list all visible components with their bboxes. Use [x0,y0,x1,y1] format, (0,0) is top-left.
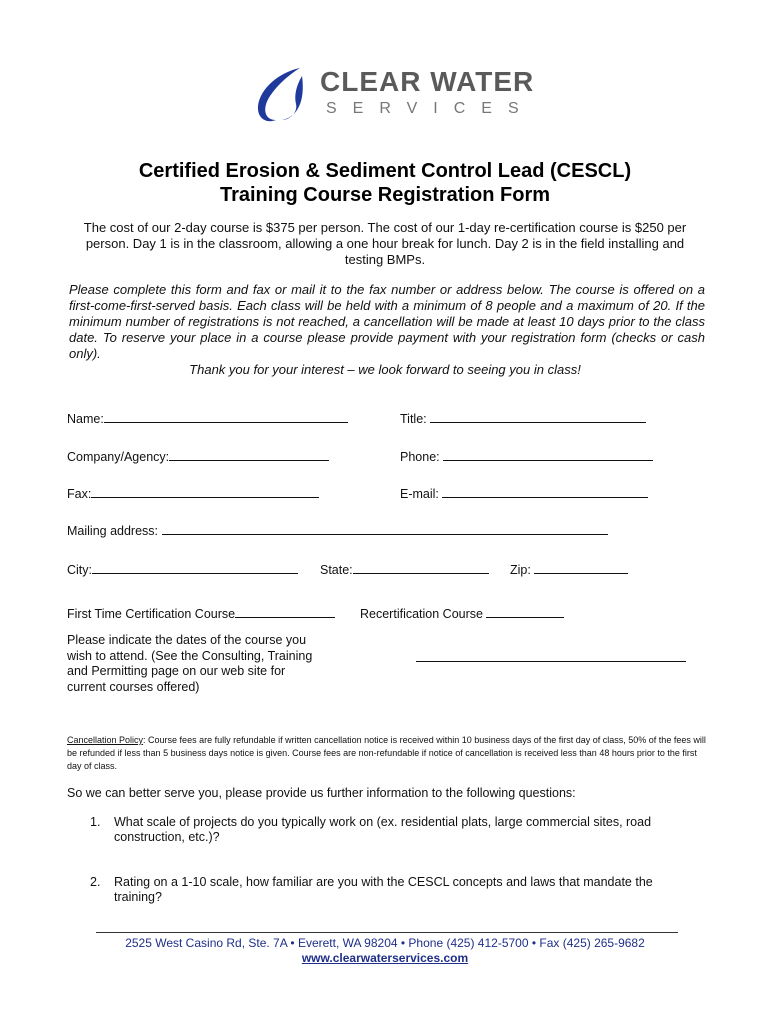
city-field[interactable] [67,561,298,577]
mailing-address-line[interactable] [162,522,608,535]
title-field[interactable] [400,410,646,426]
form-subtitle: Training Course Registration Form [219,184,551,206]
footer-website [0,951,770,965]
title-line[interactable] [430,410,646,423]
first-time-course-label: First Time Certification Course [67,607,236,621]
title-label: Title: [400,412,427,426]
email-field[interactable] [400,485,648,501]
course-cost-intro: The cost of our 2-day course is $375 per person. The cost of our 1-day re-certification course is $250 per person. Day 1 is in the classroom, allowing a one hour break for lunch. Day 2 is in the field installing and testing BMPs. [83,220,687,267]
fax-field[interactable] [67,485,319,501]
recert-course-field[interactable] [360,605,564,621]
mailing-address-label: Mailing address: [67,524,159,538]
phone-label: Phone: [400,450,440,464]
name-field[interactable] [67,410,348,426]
water-drop-logo-icon [250,62,314,126]
thanks-message: Thank you for your interest – we look forward to seeing you in class! [189,362,581,377]
question-1-text: What scale of projects do you typically work on (ex. residential plats, large commercial sites, road construction, etc.)? [114,815,652,844]
cancellation-policy [67,734,707,773]
phone-field[interactable] [400,448,653,464]
name-label: Name: [67,412,104,426]
state-field[interactable] [320,561,489,577]
website-link[interactable]: www.clearwaterservices.com [301,951,469,965]
name-line[interactable] [104,410,348,423]
footer-divider [96,932,678,933]
course-dates-line[interactable] [416,661,686,662]
fax-line[interactable] [91,485,319,498]
logo-sub-text: SERVICES [326,100,535,117]
question-number: 2. [90,875,101,889]
fax-label: Fax: [67,487,92,501]
state-label: State: [320,563,353,577]
recert-course-line[interactable] [486,605,564,618]
state-line[interactable] [353,561,489,574]
question-2-text: Rating on a 1-10 scale, how familiar are you with the CESCL concepts and laws that mandate the training? [114,875,653,904]
mailing-address-field[interactable] [67,522,608,538]
cancellation-policy-label: Cancellation Policy [67,735,144,745]
question-number: 1. [90,815,101,829]
zip-field[interactable] [510,561,628,577]
email-line[interactable] [442,485,648,498]
company-logo [250,62,535,126]
footer-address: 2525 West Casino Rd, Ste. 7A • Everett, WA 98204 • Phone (425) 412-5700 • Fax (425) 265-9682 [125,936,645,950]
form-title: Certified Erosion & Sediment Control Lead (CESCL) [138,160,632,182]
first-time-course-field[interactable] [67,605,335,621]
company-label: Company/Agency: [67,450,170,464]
zip-label: Zip: [510,563,531,577]
course-dates-prompt: Please indicate the dates of the course you wish to attend. (See the Consulting, Training and Permitting page on our web site for current courses offered) [67,633,313,694]
instructions-paragraph: Please complete this form and fax or mail it to the fax number or address below. The course is offered on a first-come-first-served basis. Each class will be held with a minimum of 8 people and a maximum of 20. If the minimum number of registrations is not reached, a cancellation will be made at least 10 days prior to the class date. To reserve your place in a course please provide payment with your registration form (checks or cash only). [69,282,705,361]
phone-line[interactable] [443,448,653,461]
logo-brand-text: CLEAR WATER [320,66,535,97]
company-field[interactable] [67,448,329,464]
email-label: E-mail: [400,487,439,501]
city-line[interactable] [92,561,298,574]
further-info-prompt: So we can better serve you, please provide us further information to the following questions: [67,786,576,800]
company-line[interactable] [169,448,329,461]
city-label: City: [67,563,92,577]
recert-course-label: Recertification Course [360,607,483,621]
zip-line[interactable] [534,561,628,574]
cancellation-policy-text: : Course fees are fully refundable if written cancellation notice is received within 10 business days of the first day of class, 50% of the fees will be refunded if less than 5 business days notice is given. Course fees are non-refundable if notice of cancellation is received less than 48 hours prior to the first day of class. [67,735,706,771]
first-time-course-line[interactable] [235,605,335,618]
